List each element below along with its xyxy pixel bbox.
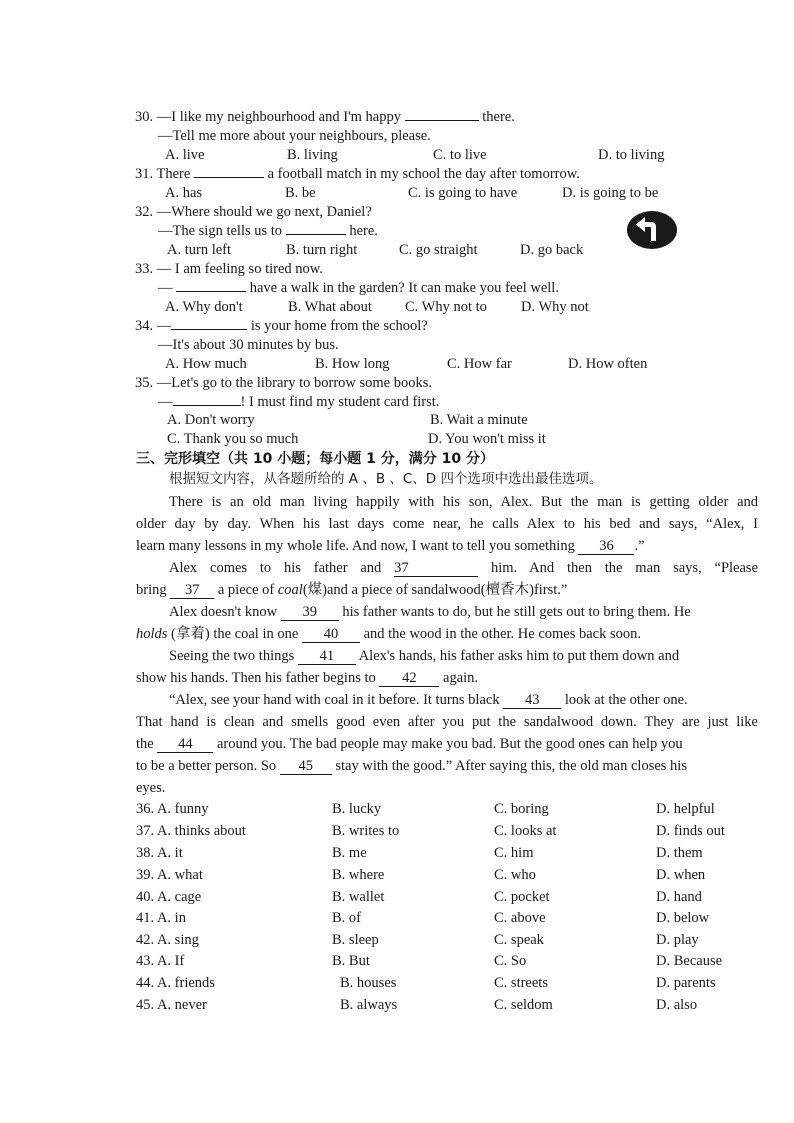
option-34-a: A. How much <box>165 356 247 372</box>
question-32-stem: 32. —Where should we go next, Daniel? <box>135 204 372 220</box>
cloze-option-row: 42. A. sing <box>136 932 199 948</box>
blank-36: 36 <box>578 539 634 555</box>
cloze-option-d: D. helpful <box>656 801 715 817</box>
blank-41: 41 <box>298 649 356 665</box>
section-3-instruction: 根据短文内容，从各题所给的 A 、B 、C、D 四个选项中选出最佳选项。 <box>169 471 603 487</box>
cloze-option-b: B. wallet <box>332 889 385 905</box>
option-30-d: D. to living <box>598 147 665 163</box>
passage-line: eyes. <box>136 780 166 796</box>
option-34-c: C. How far <box>447 356 512 372</box>
option-31-a: A. has <box>165 185 203 201</box>
option-33-a: A. Why don't <box>165 299 243 315</box>
question-30-reply: —Tell me more about your neighbours, please. <box>158 128 431 144</box>
cloze-option-c: C. looks at <box>494 823 557 839</box>
cloze-option-row: 37. A. thinks about <box>136 823 246 839</box>
option-34-d: D. How often <box>568 356 648 372</box>
question-32-reply: —The sign tells us to here. <box>158 223 378 239</box>
question-33-reply: — have a walk in the garden? It can make you feel well. <box>158 280 559 296</box>
answer-blank <box>176 291 246 292</box>
option-31-b: B. be <box>285 185 316 201</box>
blank-43: 43 <box>503 693 561 709</box>
cloze-option-b: B. always <box>340 997 398 1013</box>
option-35-c: C. Thank you so much <box>167 431 299 447</box>
option-30-b: B. living <box>287 147 338 163</box>
option-32-b: B. turn right <box>286 242 358 258</box>
option-33-d: D. Why not <box>521 299 589 315</box>
option-35-b: B. Wait a minute <box>430 412 528 428</box>
cloze-option-d: D. also <box>656 997 698 1013</box>
cloze-option-c: C. streets <box>494 975 548 991</box>
option-35-d: D. You won't miss it <box>428 431 546 447</box>
passage-line: Seeing the two things 41 Alex's hands, his father asks him to put them down and <box>169 648 680 664</box>
answer-blank <box>194 177 264 178</box>
cloze-option-row: 43. A. If <box>136 953 185 969</box>
passage-line: Alex doesn't know 39 his father wants to do, but he still gets out to bring them. He <box>169 604 691 620</box>
cloze-option-row: 45. A. never <box>136 997 207 1013</box>
answer-blank <box>405 120 479 121</box>
option-32-a: A. turn left <box>167 242 232 258</box>
cloze-option-c: C. pocket <box>494 889 550 905</box>
question-33-stem: 33. — I am feeling so tired now. <box>135 261 323 277</box>
question-31-stem: 31. There a football match in my school the day after tomorrow. <box>135 166 580 182</box>
passage-line: the 44 around you. The bad people may make you bad. But the good ones can help you <box>136 736 683 752</box>
answer-blank <box>286 234 346 235</box>
blank-37-repeat: 37 <box>170 583 214 599</box>
blank-45: 45 <box>280 759 332 775</box>
cloze-option-c: C. boring <box>494 801 549 817</box>
cloze-option-c: C. above <box>494 910 546 926</box>
cloze-option-row: 36. A. funny <box>136 801 209 817</box>
question-35-stem: 35. —Let's go to the library to borrow some books. <box>135 375 433 391</box>
passage-line: learn many lessons in my whole life. And now, I want to tell you something 36 .” <box>136 538 645 554</box>
cloze-option-d: D. below <box>656 910 710 926</box>
cloze-option-c: C. who <box>494 867 536 883</box>
cloze-option-d: D. hand <box>656 889 702 905</box>
option-35-a: A. Don't worry <box>167 412 255 428</box>
cloze-option-row: 41. A. in <box>136 910 186 926</box>
option-30-a: A. live <box>165 147 205 163</box>
question-34-stem: 34. — is your home from the school? <box>135 318 428 334</box>
passage-line: bring 37 a piece of coal(煤)and a piece of sandalwood(檀香木)first.” <box>136 582 568 598</box>
cloze-option-c: C. seldom <box>494 997 553 1013</box>
cloze-option-d: D. Because <box>656 953 723 969</box>
option-31-d: D. is going to be <box>562 185 659 201</box>
cloze-option-b: B. where <box>332 867 385 883</box>
cloze-option-b: B. houses <box>340 975 397 991</box>
answer-blank <box>171 329 247 330</box>
option-30-c: C. to live <box>433 147 487 163</box>
cloze-option-b: B. lucky <box>332 801 382 817</box>
cloze-option-b: B. But <box>332 953 370 969</box>
passage-line: older day by day. When his last days come near, he calls Alex to his bed and says, “Alex, I <box>136 516 758 532</box>
cloze-option-b: B. me <box>332 845 367 861</box>
cloze-option-d: D. when <box>656 867 706 883</box>
passage-line: holds (拿着) the coal in one 40 and the wood in the other. He comes back soon. <box>136 626 642 642</box>
passage-line: to be a better person. So 45 stay with the good.” After saying this, the old man closes his <box>136 758 687 774</box>
cloze-option-c: C. speak <box>494 932 544 948</box>
option-31-c: C. is going to have <box>408 185 518 201</box>
cloze-option-row: 40. A. cage <box>136 889 202 905</box>
cloze-option-c: C. him <box>494 845 534 861</box>
cloze-option-c: C. So <box>494 953 527 969</box>
cloze-option-row: 38. A. it <box>136 845 183 861</box>
cloze-option-b: B. writes to <box>332 823 400 839</box>
cloze-option-d: D. finds out <box>656 823 725 839</box>
cloze-option-row: 44. A. friends <box>136 975 215 991</box>
option-33-c: C. Why not to <box>405 299 487 315</box>
passage-line: show his hands. Then his father begins to 42 again. <box>136 670 479 686</box>
cloze-option-b: B. sleep <box>332 932 379 948</box>
passage-line: “Alex, see your hand with coal in it before. It turns black 43 look at the other one. <box>169 692 688 708</box>
option-34-b: B. How long <box>315 356 390 372</box>
blank-37: 37 <box>394 561 478 577</box>
cloze-option-d: D. them <box>656 845 703 861</box>
blank-42: 42 <box>379 671 439 687</box>
cloze-option-d: D. parents <box>656 975 716 991</box>
question-34-reply: —It's about 30 minutes by bus. <box>158 337 339 353</box>
passage-line: Alex comes to his father and 37 him. And then the man says, “Please <box>169 560 759 576</box>
section-3-heading: 三、完形填空（共 10 小题；每小题 1 分，满分 10 分） <box>136 451 494 467</box>
passage-line: That hand is clean and smells good even after you put the sandalwood down. They are just like <box>136 714 758 730</box>
passage-line: There is an old man living happily with his son, Alex. But the man is getting older and <box>169 494 758 510</box>
turn-left-sign-icon <box>626 210 678 250</box>
answer-blank <box>173 405 241 406</box>
question-30-stem: 30. —I like my neighbourhood and I'm happy there. <box>135 109 515 125</box>
question-35-reply: — ! I must find my student card first. <box>158 394 440 410</box>
cloze-option-b: B. of <box>332 910 361 926</box>
blank-44: 44 <box>157 737 213 753</box>
cloze-option-d: D. play <box>656 932 699 948</box>
cloze-option-row: 39. A. what <box>136 867 203 883</box>
blank-40: 40 <box>302 627 360 643</box>
option-33-b: B. What about <box>288 299 372 315</box>
blank-39: 39 <box>281 605 339 621</box>
option-32-d: D. go back <box>520 242 584 258</box>
option-32-c: C. go straight <box>399 242 478 258</box>
